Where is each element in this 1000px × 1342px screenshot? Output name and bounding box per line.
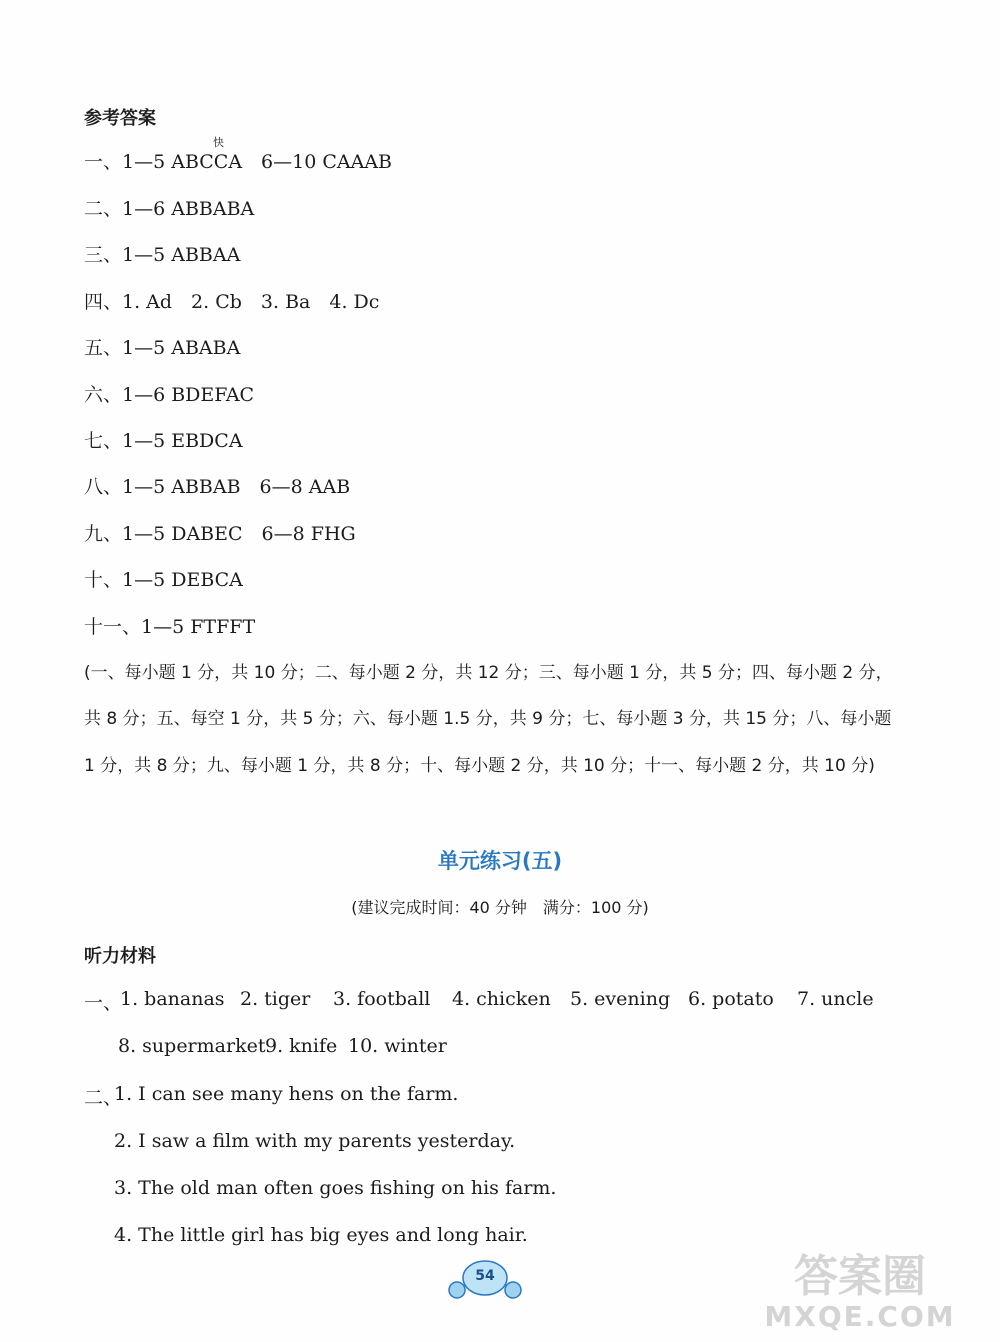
answer-line: 六、1—6 BDEFAC [84,384,255,406]
listening-sentence: 3. The old man often goes fishing on his farm. [114,1177,557,1199]
vocab-word: 7. uncle [797,988,874,1010]
watermark-logo: 答案圈 [794,1251,926,1302]
vocab-word: 3. football [333,988,431,1010]
scoring-note-line: 1 分，共 8 分；九、每小题 1 分，共 8 分；十、每小题 2 分，共 10 分；十一、每小题 2 分，共 10 分) [84,756,875,776]
vocab-word: 2. tiger [240,988,311,1010]
answer-line: 十、1—5 DEBCA [84,569,243,591]
scoring-note-line: 共 8 分；五、每空 1 分，共 5 分；六、每小题 1.5 分，共 9 分；七、每小题 3 分，共 15 分；八、每小题 [84,709,892,729]
vocab-word: 1. bananas [120,988,225,1010]
answers-heading: 参考答案 [84,108,156,129]
unit-subtitle: (建议完成时间：40 分钟 满分：100 分) [351,898,649,917]
vocab-word: 9. knife [265,1035,338,1057]
page-number: 54 [475,1268,495,1284]
section-prefix: 一、 [84,992,123,1014]
answer-line: 十一、1—5 FTFFT [84,616,256,638]
handwritten-mark: 快 [213,136,224,149]
answer-line: 三、1—5 ABBAA [84,244,241,266]
unit-title: 单元练习(五) [437,849,563,873]
listening-heading: 听力材料 [84,946,156,967]
watermark [730,1240,990,1340]
answer-line: 五、1—5 ABABA [84,337,241,359]
vocab-word: 6. potato [688,988,774,1010]
answer-line: 七、1—5 EBDCA [84,430,243,452]
vocab-word: 10. winter [348,1035,447,1057]
vocab-word: 8. supermarket [118,1035,266,1057]
page-number-badge [445,1254,525,1304]
section-prefix: 二、 [84,1087,123,1109]
answer-line: 二、1—6 ABBABA [84,198,255,220]
answer-line: 九、1—5 DABEC 6—8 FHG [84,523,356,545]
answer-line: 四、1. Ad 2. Cb 3. Ba 4. Dc [84,291,380,313]
vocab-word: 4. chicken [452,988,551,1010]
listening-sentence: 1. I can see many hens on the farm. [114,1083,459,1105]
vocab-word: 5. evening [570,988,671,1010]
scoring-note-line: (一、每小题 1 分，共 10 分；二、每小题 2 分，共 12 分；三、每小题 1 分，共 5 分；四、每小题 2 分， [84,663,893,683]
listening-sentence: 2. I saw a film with my parents yesterday. [114,1130,516,1152]
answer-line: 一、1—5 ABCCA 6—10 CAAAB [84,151,393,173]
answer-line: 八、1—5 ABBAB 6—8 AAB [84,476,351,498]
listening-sentence: 4. The little girl has big eyes and long hair. [114,1224,528,1246]
watermark-url: MXQE.COM [764,1300,956,1333]
